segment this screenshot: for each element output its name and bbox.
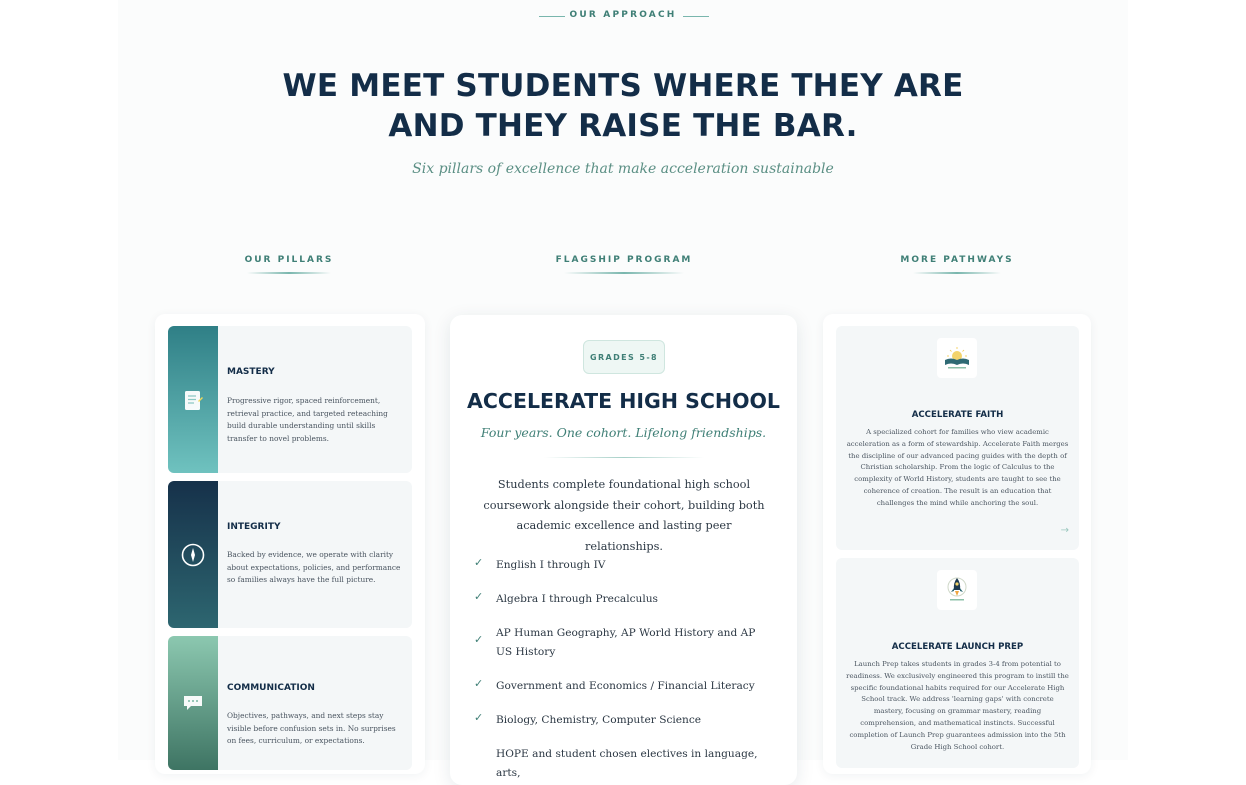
column-heading-underline [247,272,331,274]
pillar-card-communication[interactable] [168,636,412,770]
section-eyebrow [0,0,1246,30]
checkmark-icon: ✓ [474,711,484,724]
section-headline [0,66,1246,146]
column-heading-pillars [229,255,349,274]
pathway-title: ACCELERATE FAITH [911,410,1004,420]
pathway-card-faith[interactable] [836,326,1079,550]
course-item-text: Government and Economics / Financial Literacy [496,680,755,692]
course-item-text: Biology, Chemistry, Computer Science [496,714,702,726]
pillar-description: Progressive rigor, spaced reinforcement, retrieval practice, and targeted reteaching build durable understanding until skills transfer to novel problems. [227,396,388,443]
course-item-text: English I through IV [496,559,606,571]
section-subtitle: Six pillars of excellence that make acceleration sustainable [412,161,834,177]
flagship-description: Students complete foundational high school coursework alongside their cohort, building both academic excellence and lasting peer relationships. [483,478,765,553]
checkmark-icon: ✓ [474,556,484,569]
headline-line-2: AND THEY RAISE THE BAR. [388,108,858,144]
headline-line-1: WE MEET STUDENTS WHERE THEY ARE [282,68,964,104]
checkmark-icon: ✓ [474,633,484,646]
chat-bubble-icon [182,694,204,712]
pathway-card-launch-prep[interactable] [836,558,1079,768]
column-heading-flagship [544,255,704,274]
notepad-icon [183,388,203,412]
pillar-stripe [168,481,218,628]
checkmark-icon: ✓ [474,677,484,690]
arrow-right-icon[interactable]: → [1060,525,1069,536]
column-heading-pillars-label: OUR PILLARS [244,255,334,265]
pillar-title: INTEGRITY [227,522,281,532]
pillar-title: COMMUNICATION [227,683,315,693]
pillar-title: MASTERY [227,367,275,377]
column-heading-pathways-label: MORE PATHWAYS [900,255,1014,265]
open-book-sunrise-logo [937,338,977,378]
rocket-launch-logo [937,570,977,610]
pathway-description: Launch Prep takes students in grades 3-4 from potential to readiness. We exclusively engineered this program to instill the specific foundational habits required for our Accelerate High School track. We address 'learning gaps' with concrete mastery, focusing on grammar mastery, reading comprehension, and mathematical instincts. Successful completion of Launch Prep guarantees admission into the 5th Grade High School cohort. [846,660,1069,751]
flagship-title: ACCELERATE HIGH SCHOOL [467,389,780,413]
grades-badge: GRADES 5-8 [583,340,665,374]
pillar-description: Objectives, pathways, and next steps stay visible before confusion sets in. No surprises on fees, curriculum, or expectations. [227,711,396,745]
compass-icon [180,542,206,568]
pathway-title: ACCELERATE LAUNCH PREP [891,642,1024,652]
pillar-description: Backed by evidence, we operate with clarity about expectations, policies, and performance so families always have the full picture. [227,550,401,584]
column-heading-flagship-label: FLAGSHIP PROGRAM [555,255,693,265]
pillar-card-mastery[interactable] [168,326,412,473]
flagship-tagline: Four years. One cohort. Lifelong friendships. [480,425,767,440]
pillar-card-integrity[interactable] [168,481,412,628]
flagship-divider [544,457,704,458]
checkmark-icon: ✓ [474,590,484,603]
course-item-text: Algebra I through Precalculus [496,593,658,605]
column-heading-underline [913,272,1001,274]
course-item-text: AP Human Geography, AP World History and AP US History [496,627,756,658]
eyebrow-label: OUR APPROACH [569,10,677,20]
pillar-stripe [168,636,218,770]
column-heading-pathways [887,255,1027,274]
course-item-text: HOPE and student chosen electives in language, arts, [496,748,758,779]
pillar-stripe [168,326,218,473]
column-heading-underline [564,272,684,274]
pathway-description: A specialized cohort for families who view academic acceleration as a form of stewardship. Accelerate Faith merges the discipline of our advanced pacing guides with the depth of Christian scholarship. From the logic of Calculus to the complexity of World History, students are taught to see the coherence of creation. The result is an education that challenges the mind while anchoring the soul. [846,428,1069,507]
